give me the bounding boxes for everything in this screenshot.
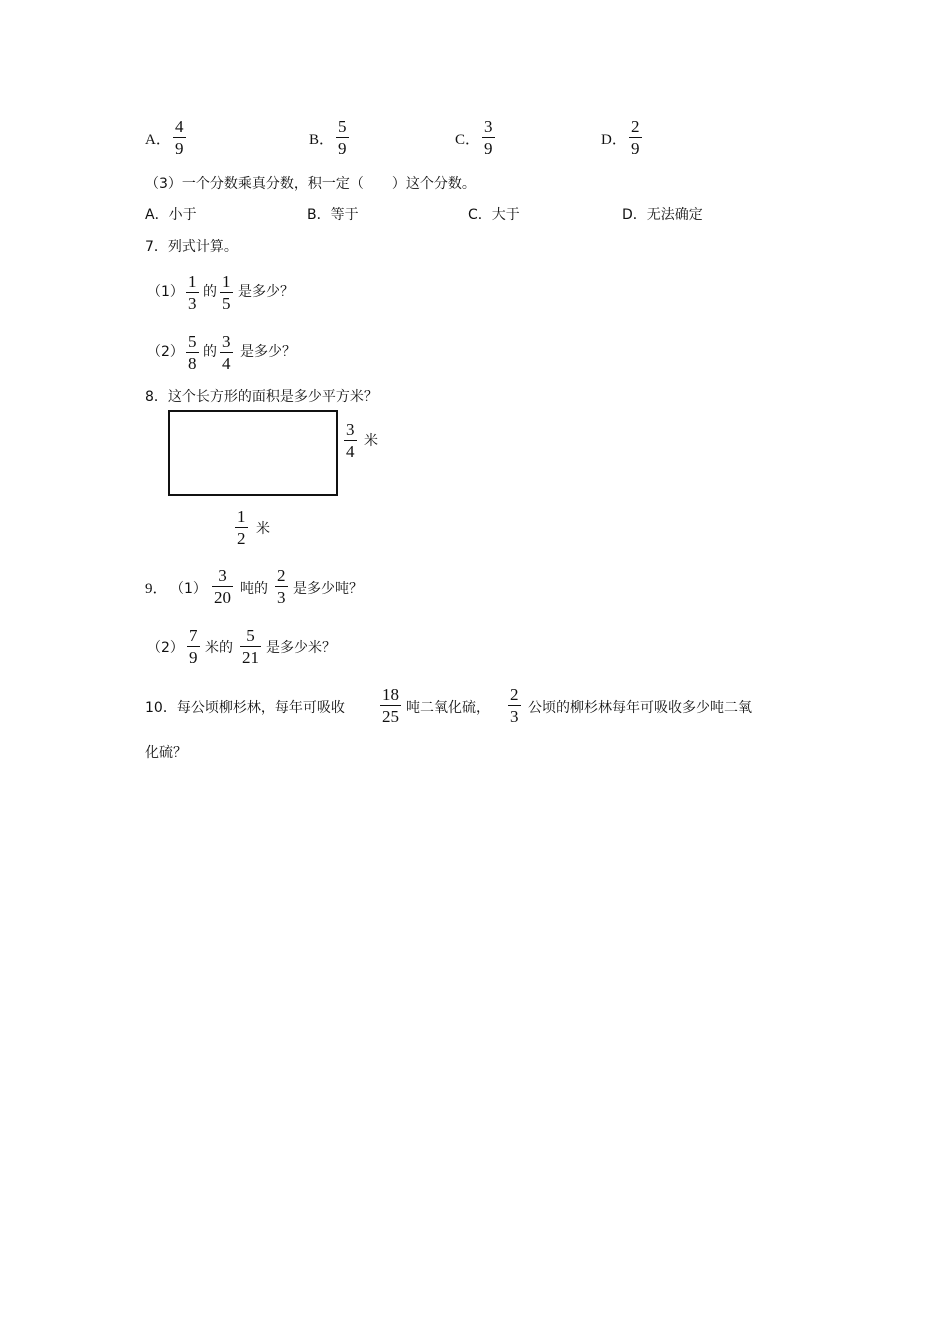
q9-2-fraction-2 — [240, 627, 261, 666]
q10-part1: 10．每公顷柳杉林，每年可吸收 — [145, 700, 345, 716]
q7-title: 7．列式计算。 — [145, 239, 238, 255]
q9-1-mid: 吨的 — [240, 581, 268, 597]
q8-title: 8．这个长方形的面积是多少平方米？ — [145, 389, 378, 405]
q7-2-fraction-1 — [186, 333, 199, 372]
denominator: 21 — [242, 648, 259, 667]
numerator: 1 — [222, 272, 231, 291]
denominator: 9 — [631, 139, 640, 158]
denominator: 3 — [277, 588, 286, 607]
denominator: 5 — [222, 294, 231, 313]
q9-1-fraction-2 — [275, 567, 288, 606]
denominator: 4 — [222, 354, 231, 373]
option-c-fraction — [482, 118, 495, 157]
q9-2-fraction-1 — [187, 627, 200, 666]
q7-2-mid: 的 — [203, 344, 217, 360]
denominator: 8 — [188, 354, 197, 373]
option-d-fraction — [629, 118, 642, 157]
q10-line2: 化硫？ — [145, 745, 187, 761]
q6-3-option-c: C．大于 — [468, 207, 520, 223]
q6-3-option-d: D．无法确定 — [622, 207, 703, 223]
option-c-label: C． — [455, 132, 481, 148]
numerator: 5 — [338, 117, 347, 136]
q9-2-prefix: （2） — [147, 640, 184, 656]
option-a-fraction — [173, 118, 186, 157]
option-b-label: B． — [309, 132, 335, 148]
denominator: 25 — [382, 707, 399, 726]
q6-3-stem: （3）一个分数乘真分数，积一定（ ）这个分数。 — [145, 176, 476, 192]
q6-3-option-a: A．小于 — [145, 207, 197, 223]
q9-number: 9． — [145, 581, 168, 597]
numerator: 3 — [484, 117, 493, 136]
q7-2-suffix: 是多少？ — [240, 344, 296, 360]
numerator: 1 — [237, 507, 246, 526]
numerator: 2 — [510, 685, 519, 704]
q7-2-fraction-2 — [220, 333, 233, 372]
q9-1-prefix: （1） — [170, 581, 207, 597]
q7-1-mid: 的 — [203, 284, 217, 300]
denominator: 20 — [214, 588, 231, 607]
numerator: 2 — [277, 566, 286, 585]
option-d-label: D． — [601, 132, 627, 148]
denominator: 2 — [237, 529, 246, 548]
denominator: 9 — [484, 139, 493, 158]
numerator: 3 — [346, 420, 355, 439]
option-a-label: A． — [145, 132, 171, 148]
q10-part3: 公顷的柳杉林每年可吸收多少吨二氧 — [528, 700, 752, 716]
q10-fraction-2 — [508, 686, 521, 725]
denominator: 4 — [346, 442, 355, 461]
denominator: 3 — [510, 707, 519, 726]
rect-height-fraction — [344, 421, 357, 460]
rect-width-fraction — [235, 508, 248, 547]
q7-1-fraction-1 — [186, 273, 199, 312]
q9-1-suffix: 是多少吨？ — [293, 581, 363, 597]
q6-3-option-b: B．等于 — [307, 207, 359, 223]
rect-width-unit: 米 — [256, 521, 270, 537]
q10-fraction-1 — [380, 686, 401, 725]
denominator: 3 — [188, 294, 197, 313]
q7-1-prefix: （1） — [147, 284, 184, 300]
q9-1-fraction-1 — [212, 567, 233, 606]
q9-2-mid: 米的 — [205, 640, 233, 656]
numerator: 1 — [188, 272, 197, 291]
q7-1-fraction-2 — [220, 273, 233, 312]
numerator: 7 — [189, 626, 198, 645]
numerator: 5 — [246, 626, 255, 645]
q10-part2: 吨二氧化硫， — [406, 700, 490, 716]
rectangle-figure — [168, 410, 338, 496]
denominator: 9 — [175, 139, 184, 158]
q7-2-prefix: （2） — [147, 344, 184, 360]
option-b-fraction — [336, 118, 349, 157]
numerator: 4 — [175, 117, 184, 136]
numerator: 18 — [382, 685, 399, 704]
numerator: 2 — [631, 117, 640, 136]
numerator: 3 — [218, 566, 227, 585]
q9-2-suffix: 是多少米？ — [266, 640, 336, 656]
q7-1-suffix: 是多少？ — [238, 284, 294, 300]
rect-height-unit: 米 — [364, 433, 378, 449]
numerator: 3 — [222, 332, 231, 351]
numerator: 5 — [188, 332, 197, 351]
denominator: 9 — [338, 139, 347, 158]
denominator: 9 — [189, 648, 198, 667]
